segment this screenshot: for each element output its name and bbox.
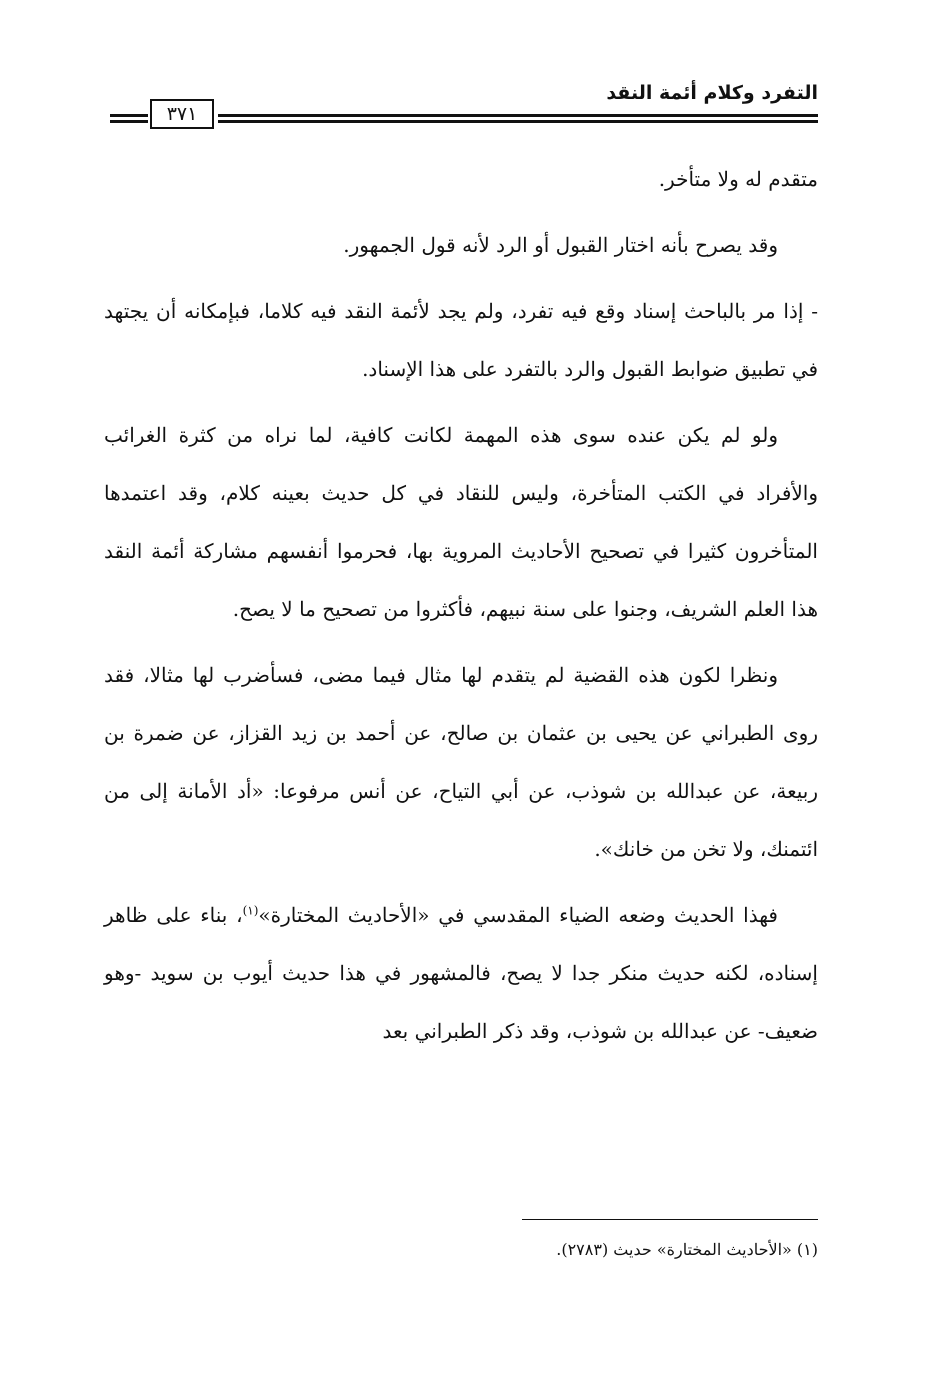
page-header xyxy=(100,70,818,130)
header-rule xyxy=(218,114,818,123)
paragraph: ولو لم يكن عنده سوى هذه المهمة لكانت كافية، لما نراه من كثرة الغرائب والأفراد في الكتب المتأخرة، وليس للنقاد في كل حديث بعينه كلام، وقد اعتمدها المتأخرون كثيرا في تصحيح الأحاديث المروية بها، فحرموا أنفسهم مشاركة أئمة النقد هذا العلم الشريف، وجنوا على سنة نبيهم، فأكثروا من تصحيح ما لا يصح. xyxy=(104,423,818,621)
footnote: (١) «الأحاديث المختارة» حديث (٢٧٨٣). xyxy=(556,1240,818,1259)
paragraph-text: ، بناء على ظاهر إسناده، لكنه حديث منكر جدا لا يصح، فالمشهور في هذا حديث أيوب بن سويد -وهو ضعيف- عن عبدالله بن شوذب، وقد ذكر الطبراني بعد xyxy=(104,903,818,1043)
main-text xyxy=(104,150,818,1068)
page-number: ٣٧١ xyxy=(150,99,214,129)
paragraph: متقدم له ولا متأخر. xyxy=(658,167,818,191)
footnote-divider xyxy=(522,1219,818,1220)
running-title: التفرد وكلام أئمة النقد xyxy=(606,82,818,104)
paragraph: وقد يصرح بأنه اختار القبول أو الرد لأنه قول الجمهور. xyxy=(343,233,778,257)
paragraph-text: فهذا الحديث وضعه الضياء المقدسي في «الأحاديث المختارة» xyxy=(258,903,778,927)
paragraph-with-footnote-ref xyxy=(104,886,818,1060)
header-rule-short xyxy=(110,114,148,123)
footnote-reference: (١) xyxy=(242,903,259,918)
paragraph: - إذا مر بالباحث إسناد وقع فيه تفرد، ولم يجد لأئمة النقد فيه كلاما، فبإمكانه أن يجتهد في تطبيق ضوابط القبول والرد بالتفرد على هذا الإسناد. xyxy=(104,299,818,381)
paragraph: ونظرا لكون هذه القضية لم يتقدم لها مثال فيما مضى، فسأضرب لها مثالا، فقد روى الطبراني عن يحيى بن عثمان بن صالح، عن أحمد بن زيد القزاز، عن ضمرة بن ربيعة، عن عبدالله بن شوذب، عن أبي التياح، عن أنس مرفوعا: «أد الأمانة إلى من ائتمنك، ولا تخن من خانك». xyxy=(104,663,818,861)
